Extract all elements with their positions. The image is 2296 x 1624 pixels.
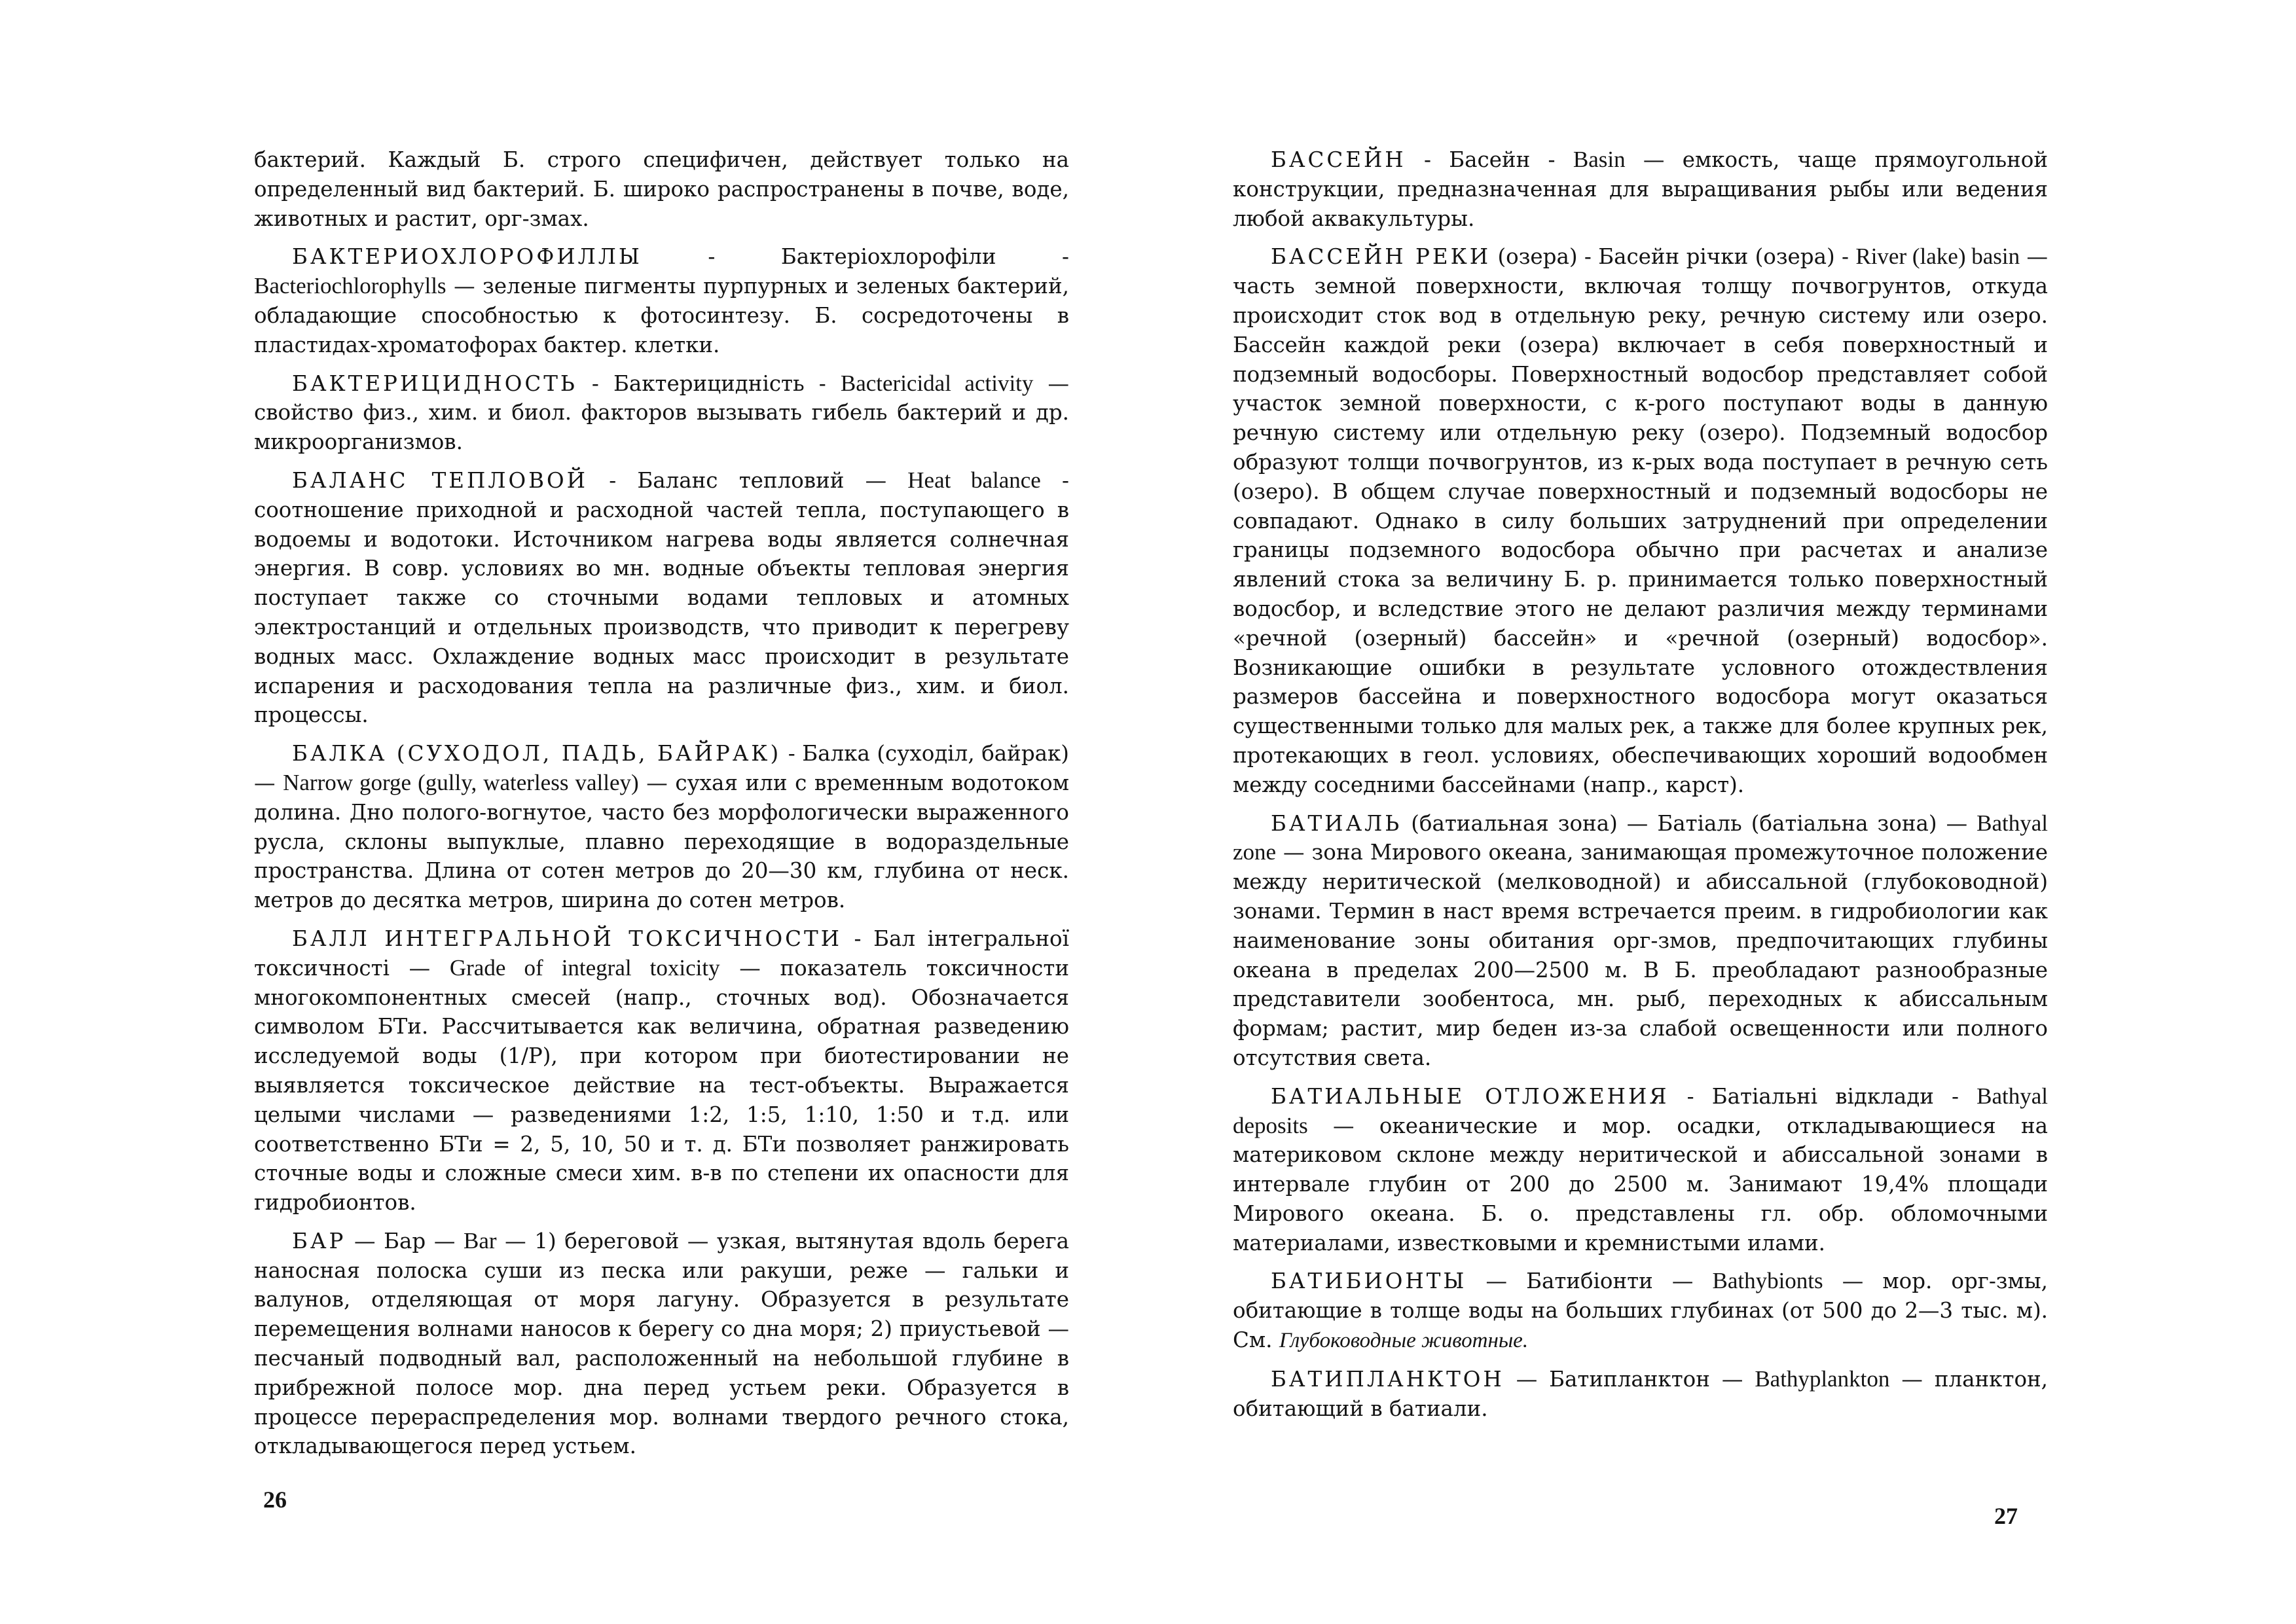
entry-headword: БАТИАЛЬ <box>1271 810 1402 836</box>
entry-definition: — 1) береговой — узкая, вытянутая вдоль берега наносная полоска суши из песка или ракуши, реже — гальки и валунов, отделяющая от моря лагуну. Образуется в результате перемещения волнами наносов к берегу со дна моря; 2) приустьевой — песчаный подводный вал, расположенный на небольшой глубине в прибрежной полосе мор. дна перед устьем реки. Образуется в процессе перераспределения мор. волнами твердого речного стока, откладывающегося перед устьем. <box>254 1228 1069 1459</box>
entry-headword: БАЛАНС ТЕПЛОВОЙ <box>292 467 589 493</box>
dictionary-entry <box>254 1227 1069 1461</box>
entry-headword: БАТИПЛАНКТОН <box>1271 1366 1504 1392</box>
entry-english-term: Bathyal zone <box>1233 810 2048 865</box>
page-number-left: 26 <box>263 1487 287 1513</box>
entry-text: бактерий. Каждый Б. строго специфичен, действует только на определенный вид бактерий. Б. широко распространены в почве, воде, животных и растит, орг-змах. <box>254 147 1069 231</box>
entry-translation: — Бар — <box>346 1228 464 1254</box>
dictionary-entry <box>254 924 1069 1218</box>
entry-translation: - Бал інтегральної токсичності — <box>254 926 1069 981</box>
entry-translation: - Батіальні відклади - <box>1669 1083 1977 1109</box>
entry-headword: БАССЕЙН РЕКИ <box>1271 244 1491 270</box>
entry-english-term: River (lake) basin <box>1855 244 2020 270</box>
entry-definition: — емкость, чаще прямоугольной конструкции, предназначенная для выращивания рыбы или ведения любой аквакультуры. <box>1233 147 2048 231</box>
entry-translation: - Бактеріохлорофіли - <box>642 244 1069 270</box>
dictionary-entry <box>254 242 1069 359</box>
entry-english-term: Bathyal deposits <box>1233 1083 2049 1138</box>
entry-definition: — планктон, обитающий в батиали. <box>1233 1366 2048 1421</box>
entry-english-term: Bathyplankton <box>1755 1365 1890 1392</box>
entry-definition: — свойство физ., хим. и биол. факторов вызывать гибель бактерий и др. микроорганизмов. <box>254 370 1069 455</box>
entry-translation: (озера) - Басейн річки (озера) - <box>1491 244 1856 270</box>
entry-headword: БАТИАЛЬНЫЕ ОТЛОЖЕНИЯ <box>1271 1083 1669 1109</box>
entry-headword: БАТИБИОНТЫ <box>1271 1269 1467 1294</box>
entry-headword: БАЛЛ ИНТЕГРАЛЬНОЙ ТОКСИЧНОСТИ <box>292 926 842 951</box>
dictionary-entry <box>254 739 1069 915</box>
entry-definition: — мор. орг-змы, обитающие в толще воды на больших глубинах (от 500 до 2—3 тыс. м). См. <box>1233 1269 2048 1353</box>
dictionary-entry <box>254 145 1069 233</box>
entry-translation: - Басейн - <box>1406 147 1573 172</box>
entry-definition: - соотношение приходной и расходной частей тепла, поступающего в водоемы и водотоки. Источником нагрева воды является солнечная энергия. В совр. условиях во мн. водные объекты тепловая энергия поступает также со сточными водами тепловых и атомных электростанций и отдельных производств, что приводит к перегреву водных масс. Охлаждение водных масс происходит в результате испарения и расходования тепла на различные физ., хим. и биол. процессы. <box>254 467 1069 728</box>
entry-translation: - Балка (суходіл, байрак) — <box>254 741 1069 795</box>
entry-english-term: Bacteriochlorophylls <box>254 273 446 299</box>
left-page-column <box>254 145 1069 1470</box>
dictionary-entry <box>1233 145 2048 233</box>
entry-english-term: Bactericidal activity <box>840 370 1034 396</box>
entry-translation: — Батибіонти — <box>1467 1269 1713 1294</box>
entry-definition: — зона Мирового океана, занимающая промежуточное положение между неритической (мелководной) и абиссальной (глубоководной) зонами. Термин в наст время встречается преим. в гидробиологии как наименование зоны обитания орг-змов, предпочитающих глубины океана в пределах 200—2500 м. В Б. преобладают разнообразные представители зообентоса, мн. рыб, переходных к абиссальным формам; растит, мир беден из-за слабой освещенности или полного отсутствия света. <box>1233 840 2048 1070</box>
entry-english-term: Grade of integral toxicity <box>449 954 720 981</box>
entry-english-term: Heat balance <box>907 467 1041 493</box>
entry-headword: БАР <box>292 1228 346 1254</box>
entry-definition: — показатель токсичности многокомпонентных смесей (напр., сточных вод). Обозначается символом БТи. Рассчитывается как величина, обратная разведению исследуемой воды (1/Р), при котором при биотестировании не выявляется токсическое действие на тест-объекты. Выражается целыми числами — разведениями 1:2, 1:5, 1:10, 1:50 и т.д. или соответственно БТи = 2, 5, 10, 50 и т. д. БТи позволяет ранжировать сточные воды и сложные смеси хим. в-в по степени их опасности для гидробионтов. <box>254 955 1069 1216</box>
entry-translation: - Бактерицидність - <box>577 370 841 396</box>
entry-english-term: Basin <box>1573 147 1626 172</box>
entry-translation: - Баланс тепловий — <box>588 467 908 493</box>
dictionary-entry <box>1233 242 2048 799</box>
entry-headword: БАССЕЙН <box>1271 147 1406 172</box>
dictionary-entry <box>254 466 1069 730</box>
entry-headword: БАЛКА (СУХОДОЛ, ПАДЬ, БАЙРАК) <box>292 741 782 767</box>
entry-headword: БАКТЕРИОХЛОРОФИЛЛЫ <box>292 244 642 270</box>
dictionary-entry <box>1233 1365 2048 1424</box>
entry-headword: БАКТЕРИЦИДНОСТЬ <box>292 370 577 396</box>
entry-definition: — сухая или с временным водотоком долина. Дно полого-вогнутое, часто без морфологически выраженного русла, склоны выпуклые, плавно переходящие в водораздельные пространства. Длина от сотен метров до 20—30 км, глубина от неск. метров до десятка метров, ширина до сотен метров. <box>254 770 1069 913</box>
right-page-column <box>1233 145 2048 1432</box>
page-number-right: 27 <box>1994 1503 2018 1529</box>
dictionary-entry <box>1233 1267 2048 1355</box>
entry-translation: — Батипланктон — <box>1504 1366 1755 1392</box>
entry-english-term: Bathybionts <box>1712 1268 1823 1294</box>
entry-definition: — часть земной поверхности, включая толщу почвогрунтов, откуда происходит сток вод в отдельную реку, речную систему или озеро. Бассейн каждой реки (озера) включает в себя поверхностный и подземный водосборы. Поверхностный водосбор представляет собой участок земной поверхности, с к-рого поступают воды в данную речную систему или отдельную реку (озеро). Подземный водосбор образуют толщи почвогрунтов, из к-рых вода поступает в речную сеть (озеро). В общем случае поверхностный и подземный водосборы не совпадают. Однако в силу больших затруднений при определении границы подземного водосбора обычно при расчетах и анализе явлений стока за величину Б. р. принимается только поверхностный водосбор, и вследствие этого не делают различия между терминами «речной (озерный) бассейн» и «речной (озерный) водосбор». Возникающие ошибки в результате условного отождествления размеров бассейна и поверхностного водосбора могут оказаться существенными только для малых рек, а также для более крупных рек, протекающих в геол. условиях, обеспечивающих хороший водообмен между соседними бассейнами (напр., карст). <box>1233 244 2048 797</box>
dictionary-entry <box>254 369 1069 457</box>
entry-english-term: Bar <box>463 1227 497 1254</box>
dictionary-entry <box>1233 809 2048 1073</box>
entry-english-term: Narrow gorge (gully, waterless valley) <box>283 769 639 795</box>
entry-definition: — зеленые пигменты пурпурных и зеленых бактерий, обладающие способностью к фотосинтезу. Б. сосредоточены в пластидах-хроматофорах бактер. клетки. <box>254 274 1069 357</box>
entry-definition: — океанические и мор. осадки, откладывающиеся на материковом склоне между неритической и абиссальной зонами в интервале глубин от 200 до 2500 м. Занимают 19,4% площади Мирового океана. Б. о. представлены гл. обр. обломочными материалами, известковыми и кремнистыми илами. <box>1233 1113 2048 1255</box>
entry-see-also: Глубоководные животные. <box>1279 1329 1529 1353</box>
entry-translation: (батиальная зона) — Батіаль (батіальна зона) — <box>1402 810 1977 836</box>
dictionary-entry <box>1233 1082 2048 1258</box>
